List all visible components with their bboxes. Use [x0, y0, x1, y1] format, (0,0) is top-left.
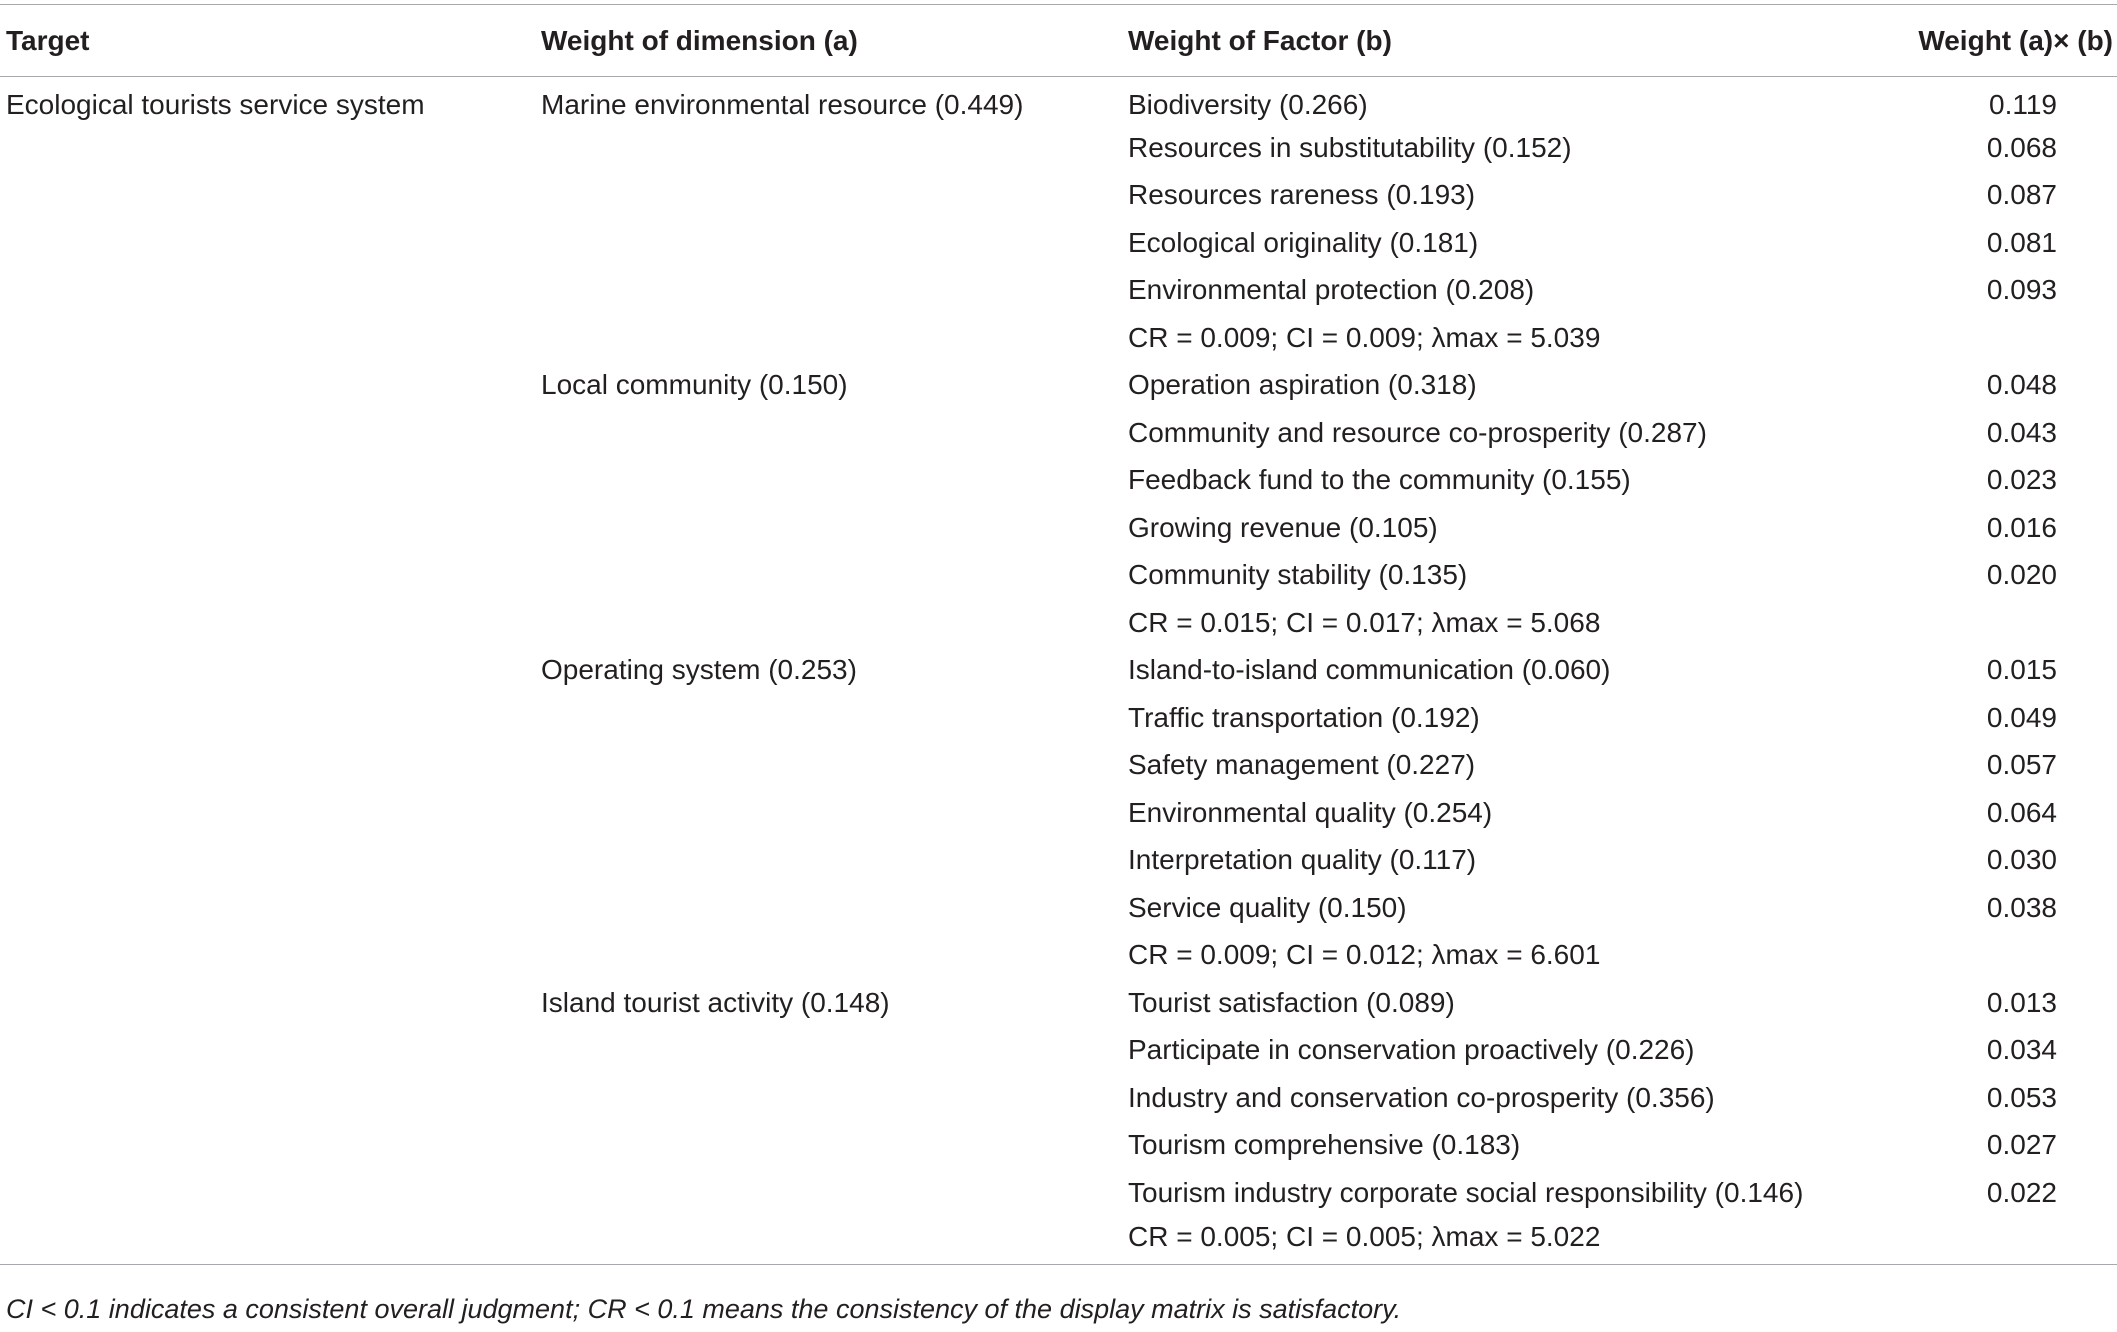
table-row [0, 979, 2117, 1027]
target-cell [0, 219, 535, 267]
dimension-cell [535, 1217, 1122, 1265]
factor-cell: CR = 0.009; CI = 0.009; λmax = 5.039 [1128, 321, 1601, 353]
combined-weight-cell: 0.064 [1986, 796, 2057, 828]
dimension-cell: Local community (0.150) [541, 369, 848, 401]
table-row [0, 504, 2117, 552]
combined-weight-cell: 0.048 [1986, 369, 2057, 401]
table-row [0, 1122, 2117, 1170]
header-row [0, 5, 2117, 77]
table-row [0, 172, 2117, 220]
table-row [0, 219, 2117, 267]
target-cell [0, 647, 535, 695]
combined-weight-cell: 0.023 [1986, 464, 2057, 496]
factor-cell: Community and resource co-prosperity (0.287) [1128, 416, 1707, 448]
target-cell [0, 742, 535, 790]
factor-cell: Tourism industry corporate social responsibility (0.146) [1128, 1176, 1804, 1208]
factor-cell: Service quality (0.150) [1128, 891, 1407, 923]
factor-cell: Interpretation quality (0.117) [1128, 844, 1477, 876]
ahp-weights-table [0, 4, 2117, 1265]
factor-cell: Ecological originality (0.181) [1128, 226, 1479, 258]
combined-weight-cell: 0.068 [1986, 131, 2057, 163]
factor-cell: CR = 0.005; CI = 0.005; λmax = 5.022 [1122, 1217, 1902, 1265]
target-cell [0, 1122, 535, 1170]
dimension-cell [535, 124, 1122, 172]
combined-weight-cell: 0.081 [1986, 226, 2057, 258]
factor-cell: Growing revenue (0.105) [1128, 511, 1438, 543]
target-cell [0, 267, 535, 315]
dimension-cell [535, 552, 1122, 600]
factor-cell: Participate in conservation proactively (0.226) [1128, 1034, 1695, 1066]
table-row [0, 409, 2117, 457]
target-cell [0, 552, 535, 600]
table-body [0, 77, 2117, 1265]
factor-cell: CR = 0.009; CI = 0.012; λmax = 6.601 [1128, 939, 1601, 971]
dimension-cell: Marine environmental resource (0.449) [541, 88, 1024, 120]
combined-weight-cell: 0.057 [1986, 749, 2057, 781]
combined-weight-cell: 0.038 [1986, 891, 2057, 923]
target-cell [0, 172, 535, 220]
table-row [0, 1169, 2117, 1217]
factor-cell: Safety management (0.227) [1128, 749, 1476, 781]
dimension-cell [535, 837, 1122, 885]
factor-cell: Community stability (0.135) [1128, 559, 1468, 591]
combined-weight-cell [1902, 932, 2117, 980]
table-row [0, 77, 2117, 125]
table-row [0, 837, 2117, 885]
dimension-cell [535, 694, 1122, 742]
dimension-cell [535, 504, 1122, 552]
combined-weight-cell [1902, 1217, 2117, 1265]
combined-weight-cell: 0.093 [1986, 274, 2057, 306]
target-cell: Ecological tourists service system [6, 88, 425, 120]
table-row [0, 884, 2117, 932]
dimension-cell [535, 219, 1122, 267]
target-cell [0, 1074, 535, 1122]
combined-weight-cell: 0.022 [1986, 1176, 2057, 1208]
header-target: Target [0, 5, 535, 77]
table-row [0, 314, 2117, 362]
combined-weight-cell: 0.034 [1986, 1034, 2057, 1066]
combined-weight-cell: 0.020 [1986, 559, 2057, 591]
combined-weight-cell: 0.030 [1986, 844, 2057, 876]
target-cell [0, 362, 535, 410]
target-cell [0, 837, 535, 885]
target-cell [0, 979, 535, 1027]
dimension-cell [535, 409, 1122, 457]
table-row [0, 1074, 2117, 1122]
combined-weight-cell: 0.027 [1986, 1129, 2057, 1161]
table-row [0, 124, 2117, 172]
combined-weight-cell: 0.087 [1986, 179, 2057, 211]
dimension-cell [535, 1122, 1122, 1170]
dimension-cell [535, 884, 1122, 932]
combined-weight-cell: 0.013 [1986, 986, 2057, 1018]
dimension-cell [535, 789, 1122, 837]
factor-cell: Resources in substitutability (0.152) [1128, 131, 1572, 163]
table-row [0, 552, 2117, 600]
target-cell [0, 314, 535, 362]
target-cell [0, 409, 535, 457]
combined-weight-cell: 0.015 [1986, 654, 2057, 686]
table-row [0, 362, 2117, 410]
table-row [0, 932, 2117, 980]
factor-cell: Environmental quality (0.254) [1128, 796, 1493, 828]
factor-cell: Feedback fund to the community (0.155) [1128, 464, 1631, 496]
target-cell [0, 789, 535, 837]
target-cell [0, 694, 535, 742]
factor-cell: Environmental protection (0.208) [1128, 274, 1535, 306]
combined-weight-cell: 0.119 [1989, 88, 2057, 120]
table-row [0, 1217, 2117, 1265]
header-combined-weight: Weight (a)× (b) [1902, 5, 2117, 77]
table-footnote: CI < 0.1 indicates a consistent overall judgment; CR < 0.1 means the consistency of the display matrix is satisfactory. [6, 1294, 1402, 1324]
target-cell [0, 1169, 535, 1217]
dimension-cell [535, 742, 1122, 790]
dimension-cell [535, 932, 1122, 980]
table-row [0, 1027, 2117, 1075]
combined-weight-cell: 0.049 [1986, 701, 2057, 733]
header-dimension-weight: Weight of dimension (a) [535, 5, 1122, 77]
target-cell [0, 457, 535, 505]
factor-cell: Resources rareness (0.193) [1128, 179, 1476, 211]
header-factor-weight: Weight of Factor (b) [1122, 5, 1902, 77]
factor-cell: CR = 0.015; CI = 0.017; λmax = 5.068 [1128, 606, 1601, 638]
combined-weight-cell [1902, 599, 2117, 647]
dimension-cell [535, 172, 1122, 220]
combined-weight-cell: 0.016 [1986, 511, 2057, 543]
factor-cell: Industry and conservation co-prosperity (0.356) [1128, 1081, 1715, 1113]
factor-cell: Traffic transportation (0.192) [1128, 701, 1480, 733]
target-cell [0, 1217, 535, 1265]
table-header [0, 5, 2117, 77]
table-row [0, 267, 2117, 315]
combined-weight-cell: 0.053 [1986, 1081, 2057, 1113]
target-cell [0, 124, 535, 172]
table-row [0, 742, 2117, 790]
dimension-cell: Island tourist activity (0.148) [541, 986, 890, 1018]
dimension-cell [535, 1074, 1122, 1122]
factor-cell: Tourist satisfaction (0.089) [1128, 986, 1455, 1018]
target-cell [0, 504, 535, 552]
dimension-cell [535, 267, 1122, 315]
factor-cell: Biodiversity (0.266) [1128, 88, 1368, 120]
dimension-cell [535, 314, 1122, 362]
table-row [0, 647, 2117, 695]
combined-weight-cell: 0.043 [1986, 416, 2057, 448]
table-row [0, 789, 2117, 837]
table-row [0, 599, 2117, 647]
table-row [0, 457, 2117, 505]
factor-cell: Operation aspiration (0.318) [1128, 369, 1477, 401]
table-row [0, 694, 2117, 742]
dimension-cell [535, 1027, 1122, 1075]
target-cell [0, 599, 535, 647]
factor-cell: Island-to-island communication (0.060) [1128, 654, 1611, 686]
target-cell [0, 932, 535, 980]
target-cell [0, 1027, 535, 1075]
factor-cell: Tourism comprehensive (0.183) [1128, 1129, 1521, 1161]
dimension-cell [535, 599, 1122, 647]
combined-weight-cell [1902, 314, 2117, 362]
dimension-cell: Operating system (0.253) [541, 654, 857, 686]
target-cell [0, 884, 535, 932]
dimension-cell [535, 1169, 1122, 1217]
dimension-cell [535, 457, 1122, 505]
